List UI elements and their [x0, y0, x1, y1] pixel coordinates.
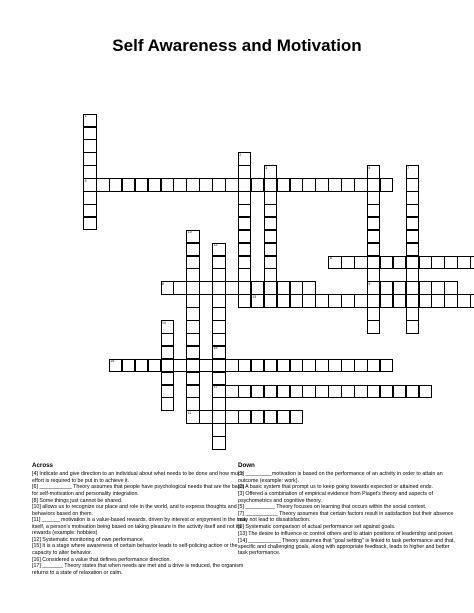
grid-cell[interactable] [393, 256, 407, 270]
clue-number: 10 [187, 230, 192, 235]
grid-cell[interactable] [406, 204, 420, 218]
grid-cell[interactable] [367, 191, 381, 205]
grid-cell[interactable] [212, 281, 226, 295]
grid-cell[interactable] [380, 385, 394, 399]
grid-cell[interactable] [457, 294, 471, 308]
grid-cell[interactable] [161, 372, 175, 386]
grid-cell[interactable] [444, 294, 458, 308]
grid-cell[interactable] [406, 165, 420, 179]
grid-cell[interactable] [212, 346, 226, 360]
clue-number: 8 [329, 256, 332, 260]
grid-cell[interactable] [367, 385, 381, 399]
grid-cell[interactable] [393, 281, 407, 295]
clue-item: [7] ___________ Theory assumes that certain factors result in satisfaction but their absence may not lead to dissatisfaction. [238, 510, 454, 524]
across-clues [32, 463, 250, 576]
grid-cell[interactable] [238, 204, 252, 218]
down-clue-list [238, 471, 456, 556]
grid-cell[interactable] [264, 178, 278, 192]
grid-cell[interactable] [406, 307, 420, 321]
clue-number: 16 [110, 359, 115, 364]
grid-cell[interactable] [444, 256, 458, 270]
grid-cell[interactable] [264, 256, 278, 270]
grid-cell[interactable] [290, 281, 304, 295]
grid-cell[interactable] [212, 372, 226, 386]
grid-cell[interactable] [354, 294, 368, 308]
grid-cell[interactable] [328, 178, 342, 192]
grid-cell[interactable] [341, 385, 355, 399]
grid-cell[interactable] [238, 217, 252, 231]
clue-number: 1 [84, 114, 87, 119]
clue-item: [4] Indicate and give direction to an individual about what needs to be done and how much effort is required to be put in to achieve it. [32, 471, 244, 484]
grid-cell[interactable] [290, 294, 304, 308]
grid-cell[interactable] [83, 114, 97, 128]
grid-cell[interactable] [199, 281, 213, 295]
clue-item: [5] __________ Theory focuses on learning that occurs within the social context. [238, 504, 427, 511]
grid-cell[interactable] [341, 178, 355, 192]
grid-cell[interactable] [367, 243, 381, 257]
grid-cell[interactable] [431, 256, 445, 270]
grid-cell[interactable] [83, 152, 97, 166]
grid-cell[interactable] [161, 333, 175, 347]
clue-item: [6] ___________ Theory assumes that people have psychological needs that are the basis for self-motivation and personality integration. [32, 484, 245, 497]
clue-number: 15 [213, 346, 218, 351]
grid-cell[interactable] [406, 243, 420, 257]
grid-cell[interactable] [367, 307, 381, 321]
grid-cell[interactable] [225, 410, 239, 424]
grid-cell[interactable] [315, 359, 329, 373]
grid-cell[interactable] [277, 281, 291, 295]
clue-number: 4 [84, 178, 87, 183]
grid-cell[interactable] [83, 165, 97, 179]
grid-cell[interactable] [419, 281, 433, 295]
grid-cell[interactable] [148, 359, 162, 373]
grid-cell[interactable] [199, 410, 213, 424]
grid-cell[interactable] [186, 359, 200, 373]
grid-cell[interactable] [264, 294, 278, 308]
grid-cell[interactable] [341, 359, 355, 373]
page-title: Self Awareness and Motivation [112, 36, 362, 55]
grid-cell[interactable] [302, 359, 316, 373]
clue-item: [2] A basic system that prompt us to keep going towards expected or attained ends. [238, 484, 433, 491]
grid-cell[interactable] [161, 359, 175, 373]
grid-cell[interactable] [290, 359, 304, 373]
grid-cell[interactable] [148, 178, 162, 192]
grid-cell[interactable] [380, 256, 394, 270]
grid-cell[interactable] [406, 268, 420, 282]
grid-cell[interactable] [302, 385, 316, 399]
grid-cell[interactable] [354, 385, 368, 399]
grid-cell[interactable] [470, 294, 474, 308]
grid-cell[interactable] [264, 243, 278, 257]
grid-cell[interactable] [302, 294, 316, 308]
clue-item: [13] The desire to influence or control others and to attain positions of leadership and power. [238, 530, 454, 537]
grid-cell[interactable] [173, 178, 187, 192]
grid-cell[interactable] [83, 204, 97, 218]
grid-cell[interactable] [328, 294, 342, 308]
clue-item: [17] _______ Theory states that when needs are met and a drive is reduced, the organism returns to a state of relaxation or calm. [32, 563, 244, 576]
grid-cell[interactable] [212, 385, 226, 399]
clue-item: [16] Considered a value that defines performance direction. [32, 556, 171, 563]
grid-cell[interactable] [186, 281, 200, 295]
grid-cell[interactable] [367, 230, 381, 244]
grid-cell[interactable] [186, 307, 200, 321]
clue-item: [15] It is a stage where awareness of certain behavior leads to self-policing action or the capacity to alter behavior. [32, 543, 238, 556]
grid-cell[interactable] [186, 230, 200, 244]
grid-cell[interactable] [186, 397, 200, 411]
grid-cell[interactable] [251, 178, 265, 192]
clue-number: 14 [162, 320, 166, 325]
grid-cell[interactable] [367, 281, 381, 295]
grid-cell[interactable] [225, 359, 239, 373]
clue-item: [12] Systematic monitoring of own performance. [32, 536, 145, 543]
down-clues [238, 463, 456, 557]
grid-cell[interactable] [109, 178, 123, 192]
grid-cell[interactable] [212, 268, 226, 282]
grid-cell[interactable] [406, 217, 420, 231]
grid-cell[interactable] [238, 165, 252, 179]
grid-cell[interactable] [186, 320, 200, 334]
across-heading: Across [32, 462, 53, 469]
clue-number: 3 [265, 165, 268, 170]
grid-cell[interactable] [328, 359, 342, 373]
grid-cell[interactable] [186, 372, 200, 386]
grid-cell[interactable] [238, 410, 252, 424]
grid-cell[interactable] [238, 268, 252, 282]
grid-cell[interactable] [302, 281, 316, 295]
grid-cell[interactable] [186, 178, 200, 192]
grid-cell[interactable] [406, 294, 420, 308]
clue-number: 6 [162, 281, 164, 286]
grid-cell[interactable] [238, 385, 252, 399]
clue-number: 13 [252, 294, 257, 299]
grid-cell[interactable] [264, 217, 278, 231]
grid-cell[interactable] [251, 410, 265, 424]
grid-cell[interactable] [122, 359, 136, 373]
grid-cell[interactable] [212, 243, 226, 257]
grid-cell[interactable] [186, 294, 200, 308]
grid-cell[interactable] [264, 268, 278, 282]
grid-cell[interactable] [212, 307, 226, 321]
grid-cell[interactable] [238, 256, 252, 270]
clue-number: 11 [187, 410, 192, 415]
grid-cell[interactable] [251, 359, 265, 373]
grid-cell[interactable] [367, 217, 381, 231]
grid-cell[interactable] [212, 320, 226, 334]
grid-cell[interactable] [393, 385, 407, 399]
clue-item: [11] ______ motivation is a value-based rewards, driven by interest or enjoyment in the task itself, a person's motivation being based on taking pleasure in the activity itself and not its rewards (example: hobbies) [32, 517, 247, 536]
grid-cell[interactable] [238, 294, 252, 308]
grid-cell[interactable] [341, 294, 355, 308]
grid-cell[interactable] [161, 385, 175, 399]
grid-cell[interactable] [212, 359, 226, 373]
clue-number: 12 [213, 243, 218, 248]
grid-cell[interactable] [380, 294, 394, 308]
clue-number: 7 [407, 165, 410, 170]
grid-cell[interactable] [264, 281, 278, 295]
grid-cell[interactable] [212, 256, 226, 270]
grid-cell[interactable] [238, 152, 252, 166]
grid-cell[interactable] [406, 256, 420, 270]
grid-cell[interactable] [212, 294, 226, 308]
grid-cell[interactable] [251, 294, 265, 308]
grid-cell[interactable] [238, 178, 252, 192]
clue-item: [10] allows us to recognize our place and role in the world, and to express thoughts and behaviors based on them. [32, 504, 237, 517]
grid-cell[interactable] [264, 204, 278, 218]
grid-cell[interactable] [264, 410, 278, 424]
grid-cell[interactable] [83, 191, 97, 205]
grid-cell[interactable] [212, 410, 226, 424]
grid-cell[interactable] [419, 385, 433, 399]
grid-cell[interactable] [431, 294, 445, 308]
grid-cell[interactable] [367, 178, 381, 192]
grid-cell[interactable] [135, 178, 149, 192]
grid-cell[interactable] [161, 178, 175, 192]
grid-cell[interactable] [315, 385, 329, 399]
grid-cell[interactable] [444, 281, 458, 295]
grid-cell[interactable] [83, 127, 97, 141]
grid-cell[interactable] [212, 423, 226, 437]
grid-cell[interactable] [328, 385, 342, 399]
grid-cell[interactable] [367, 268, 381, 282]
grid-cell[interactable] [367, 359, 381, 373]
grid-cell[interactable] [431, 281, 445, 295]
grid-cell[interactable] [238, 281, 252, 295]
grid-cell[interactable] [251, 281, 265, 295]
grid-cell[interactable] [264, 230, 278, 244]
grid-cell[interactable] [161, 346, 175, 360]
grid-cell[interactable] [419, 294, 433, 308]
grid-cell[interactable] [290, 385, 304, 399]
grid-cell[interactable] [173, 281, 187, 295]
grid-cell[interactable] [277, 359, 291, 373]
grid-cell[interactable] [367, 256, 381, 270]
grid-cell[interactable] [251, 385, 265, 399]
down-heading: Down [238, 462, 255, 469]
grid-cell[interactable] [109, 359, 123, 373]
grid-cell[interactable] [212, 178, 226, 192]
grid-cell[interactable] [406, 281, 420, 295]
grid-cell[interactable] [354, 359, 368, 373]
clue-item: [14] ___________ Theory assumes that "goal setting" is linked to task performance and that, specific and challenging goals, along with appropriate feedback, leads to higher and better task performance. [238, 537, 455, 557]
grid-cell[interactable] [135, 359, 149, 373]
grid-cell[interactable] [122, 178, 136, 192]
grid-cell[interactable] [264, 165, 278, 179]
grid-cell[interactable] [212, 397, 226, 411]
grid-cell[interactable] [186, 346, 200, 360]
grid-cell[interactable] [406, 230, 420, 244]
grid-cell[interactable] [380, 359, 394, 373]
grid-cell[interactable] [367, 320, 381, 334]
grid-cell[interactable] [173, 359, 187, 373]
grid-cell[interactable] [264, 385, 278, 399]
grid-cell[interactable] [225, 385, 239, 399]
grid-cell[interactable] [367, 294, 381, 308]
grid-cell[interactable] [406, 385, 420, 399]
grid-cell[interactable] [354, 256, 368, 270]
grid-cell[interactable] [238, 191, 252, 205]
grid-cell[interactable] [212, 333, 226, 347]
grid-cell[interactable] [225, 178, 239, 192]
grid-cell[interactable] [83, 178, 97, 192]
grid-cell[interactable] [290, 178, 304, 192]
grid-cell[interactable] [186, 410, 200, 424]
grid-cell[interactable] [380, 281, 394, 295]
grid-cell[interactable] [161, 281, 175, 295]
clue-item: [1] _________motivation is based on the performance of an activity in order to attain an outcome (example: work). [238, 471, 443, 484]
grid-cell[interactable] [199, 359, 213, 373]
grid-cell[interactable] [315, 178, 329, 192]
grid-cell[interactable] [238, 230, 252, 244]
grid-cell[interactable] [238, 359, 252, 373]
grid-cell[interactable] [419, 256, 433, 270]
grid-cell[interactable] [367, 204, 381, 218]
grid-cell[interactable] [83, 217, 97, 231]
grid-cell[interactable] [341, 256, 355, 270]
grid-cell[interactable] [161, 397, 175, 411]
grid-cell[interactable] [354, 178, 368, 192]
across-clue-list [32, 471, 250, 576]
grid-cell[interactable] [406, 191, 420, 205]
grid-cell[interactable] [161, 320, 175, 334]
grid-cell[interactable] [277, 178, 291, 192]
grid-cell[interactable] [302, 178, 316, 192]
grid-cell[interactable] [406, 320, 420, 334]
clue-item: [3] Offered a combination of empirical evidence from Piaget's theory and aspects of psychometrics and cognitive theory. [238, 491, 433, 504]
grid-cell[interactable] [277, 294, 291, 308]
clue-item: [9] Systematic comparison of actual performance set against goals. [238, 524, 396, 531]
grid-cell[interactable] [328, 256, 342, 270]
grid-cell[interactable] [277, 385, 291, 399]
grid-cell[interactable] [290, 410, 304, 424]
clue-item: [8] Some things just cannot be shared. [32, 497, 123, 504]
clue-number: 2 [239, 152, 242, 157]
grid-cell[interactable] [470, 256, 474, 270]
grid-cell[interactable] [238, 243, 252, 257]
grid-cell[interactable] [186, 333, 200, 347]
clue-number: 5 [368, 165, 371, 170]
grid-cell[interactable] [199, 178, 213, 192]
grid-cell[interactable] [315, 294, 329, 308]
grid-cell[interactable] [457, 256, 471, 270]
grid-cell[interactable] [83, 139, 97, 153]
grid-cell[interactable] [186, 268, 200, 282]
grid-cell[interactable] [277, 410, 291, 424]
grid-cell[interactable] [96, 178, 110, 192]
clue-number: 9 [368, 281, 371, 286]
grid-cell[interactable] [186, 243, 200, 257]
grid-cell[interactable] [393, 294, 407, 308]
grid-cell[interactable] [186, 385, 200, 399]
grid-cell[interactable] [264, 359, 278, 373]
clue-number: 17 [213, 385, 218, 389]
grid-cell[interactable] [380, 178, 394, 192]
grid-cell[interactable] [406, 178, 420, 192]
grid-cell[interactable] [225, 281, 239, 295]
grid-cell[interactable] [367, 165, 381, 179]
grid-cell[interactable] [264, 191, 278, 205]
grid-cell[interactable] [212, 436, 226, 450]
grid-cell[interactable] [186, 256, 200, 270]
